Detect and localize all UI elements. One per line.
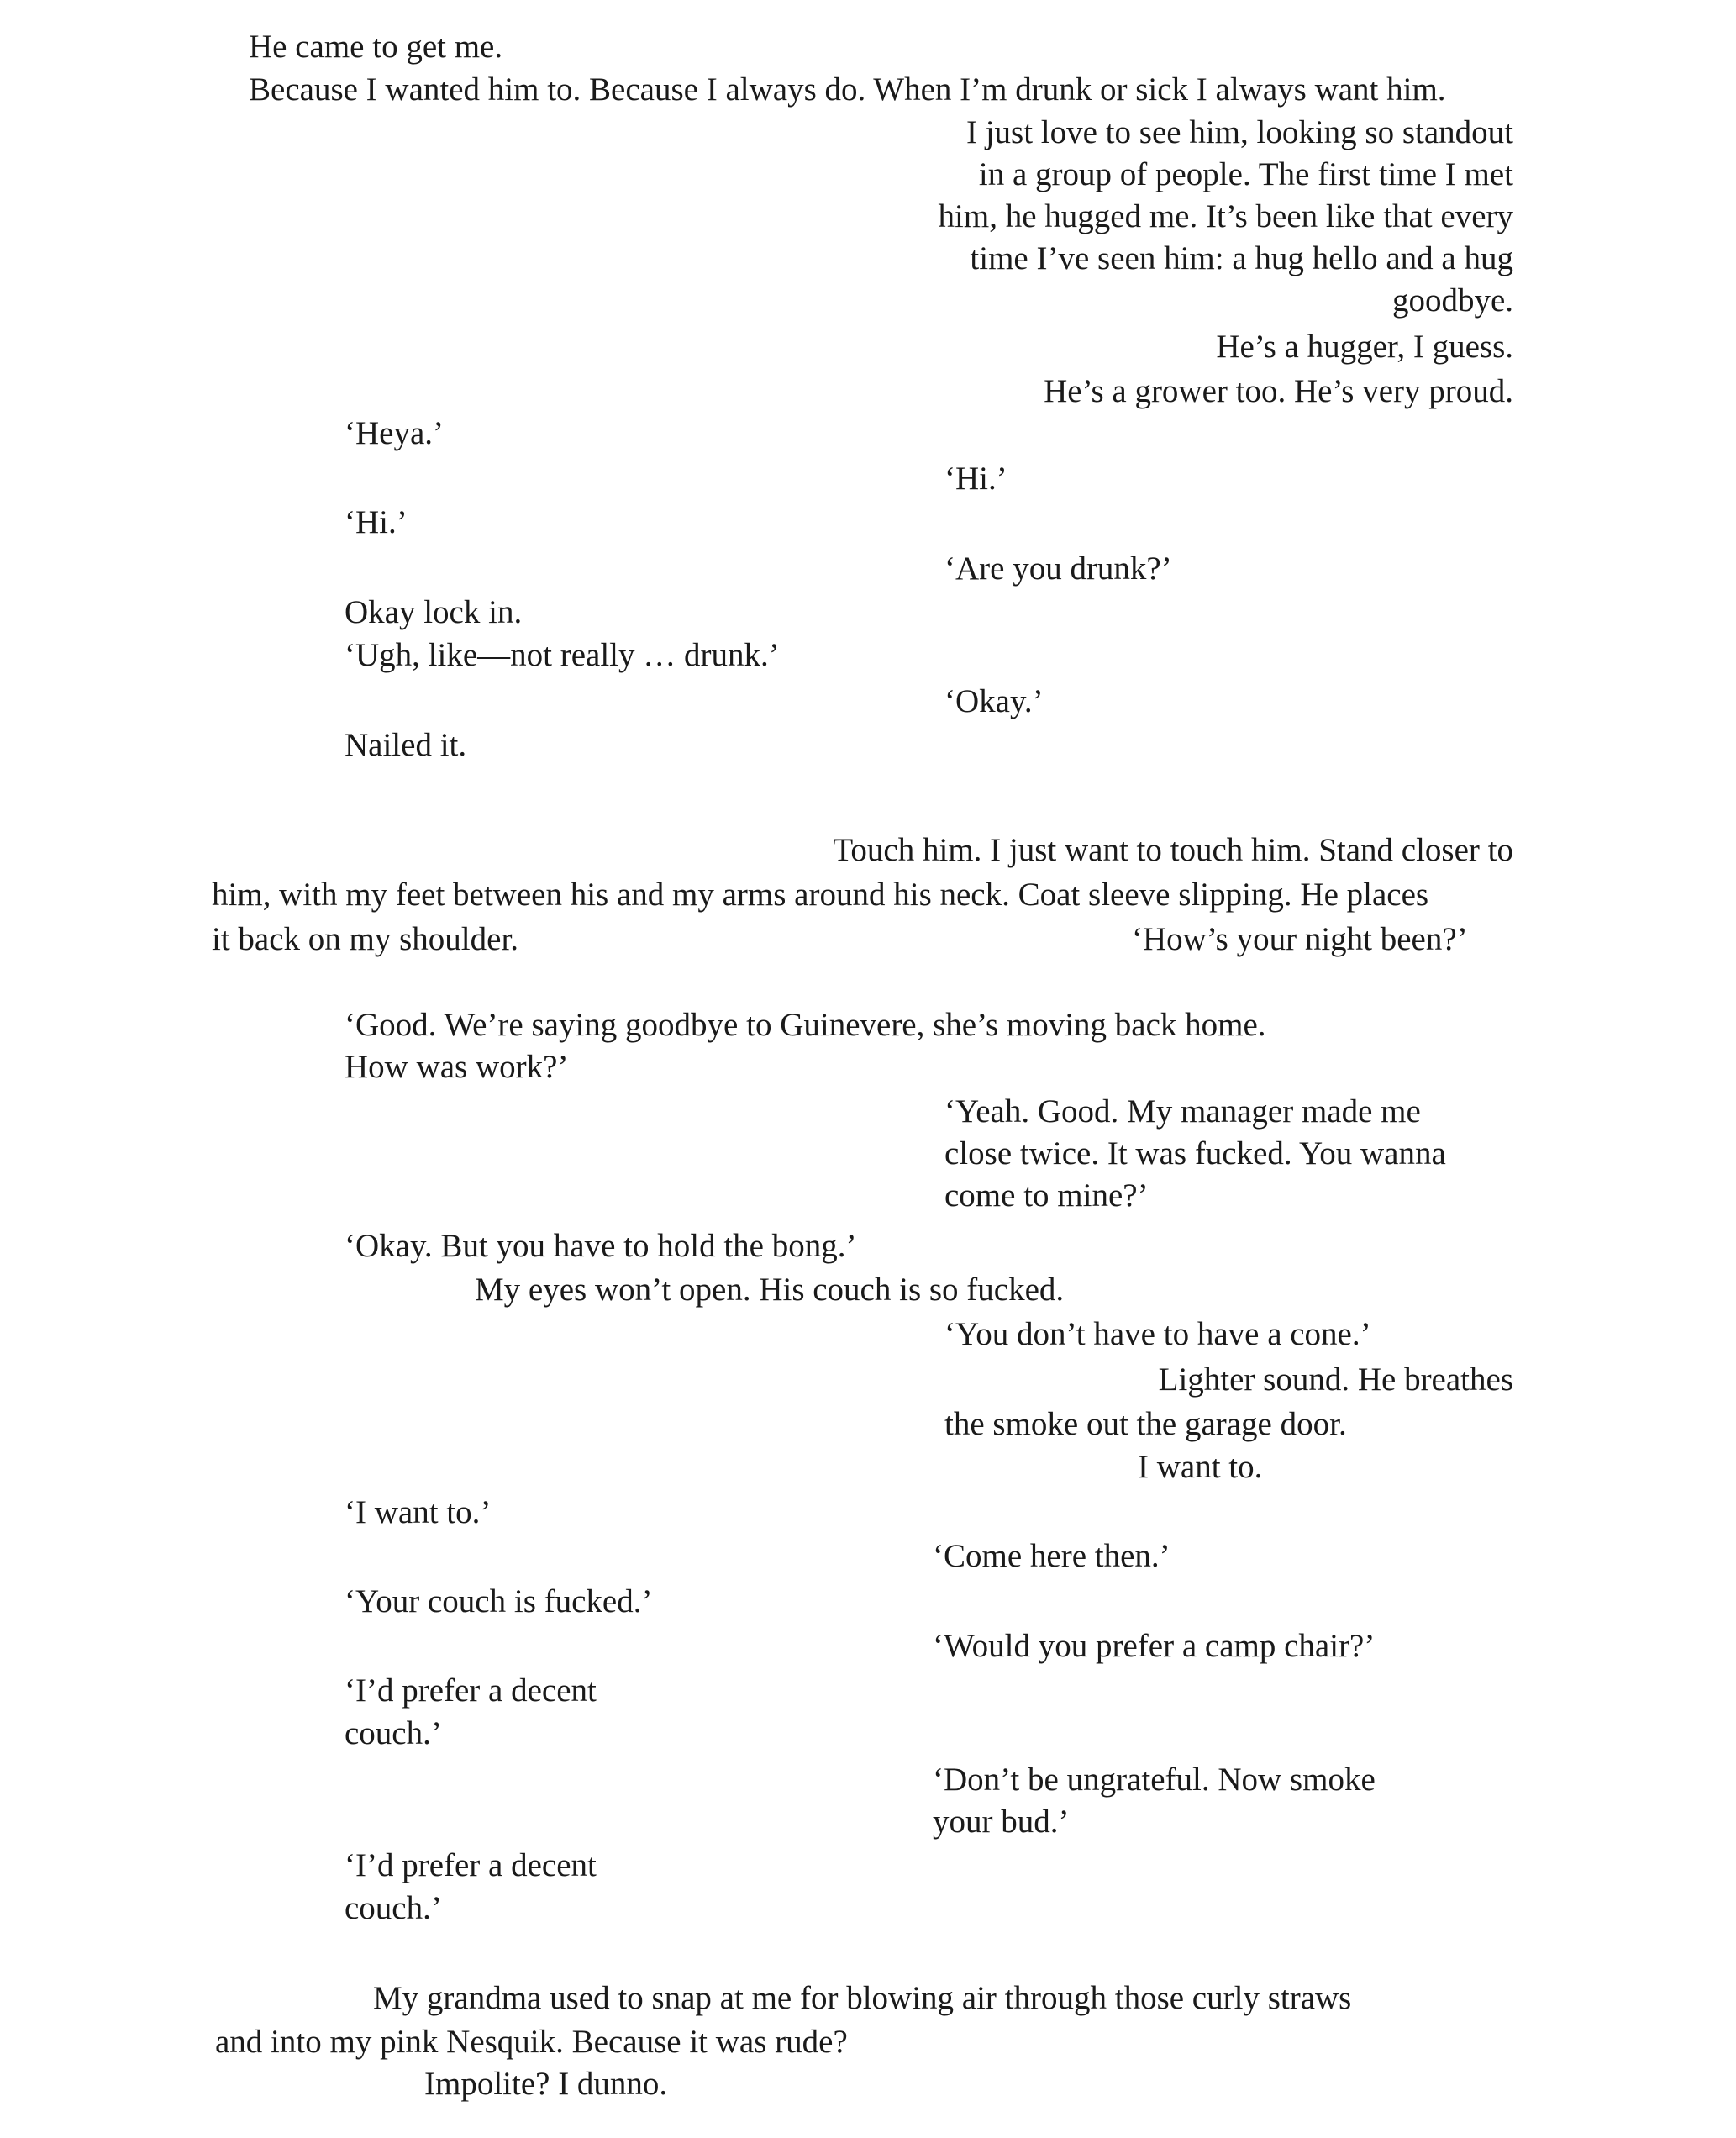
dialogue-line: ‘Hi.’ xyxy=(345,504,408,540)
dialogue-line: ‘Don’t be ungrateful. Now smoke xyxy=(933,1761,1376,1798)
text-line: Because I wanted him to. Because I always do. When I’m drunk or sick I always want him. xyxy=(249,71,1446,108)
text-line: it back on my shoulder. xyxy=(212,921,519,957)
text-line: My grandma used to snap at me for blowing air through those curly straws xyxy=(373,1980,1352,2016)
dialogue-line: ‘Okay.’ xyxy=(944,683,1044,719)
dialogue-line: couch.’ xyxy=(345,1715,442,1751)
text-line: My eyes won’t open. His couch is so fucked. xyxy=(475,1272,1065,1308)
dialogue-line: ‘How’s your night been?’ xyxy=(1132,921,1468,957)
text-line: I want to. xyxy=(1138,1449,1263,1485)
text-line: He came to get me. xyxy=(249,29,503,65)
text-line: and into my pink Nesquik. Because it was rude? xyxy=(215,2024,848,2060)
text-line: He’s a hugger, I guess. xyxy=(1216,329,1513,365)
text-line: Okay lock in. xyxy=(345,594,523,630)
text-line: him, with my feet between his and my arms around his neck. Coat sleeve slipping. He places xyxy=(212,877,1429,913)
dialogue-line: ‘Hi.’ xyxy=(944,461,1007,497)
text-line: in a group of people. The first time I met xyxy=(978,156,1513,192)
dialogue-line: your bud.’ xyxy=(933,1804,1070,1840)
text-line: Touch him. I just want to touch him. Stand closer to xyxy=(833,832,1513,868)
text-line: I just love to see him, looking so standout xyxy=(965,114,1513,150)
dialogue-line: ‘Come here then.’ xyxy=(933,1538,1170,1574)
text-line: Lighter sound. He breathes xyxy=(1158,1361,1513,1398)
dialogue-line: ‘Ugh, like—not really … drunk.’ xyxy=(345,637,780,673)
dialogue-line: ‘Would you prefer a camp chair?’ xyxy=(933,1628,1376,1664)
text-line: time I’ve seen him: a hug hello and a hug xyxy=(970,240,1513,276)
dialogue-line: ‘Are you drunk?’ xyxy=(944,550,1172,587)
dialogue-line: ‘Okay. But you have to hold the bong.’ xyxy=(345,1228,857,1264)
dialogue-line: couch.’ xyxy=(345,1890,442,1926)
dialogue-line: ‘Heya.’ xyxy=(345,415,445,451)
dialogue-line: ‘Good. We’re saying goodbye to Guinevere, she’s moving back home. xyxy=(345,1007,1266,1043)
dialogue-line: ‘You don’t have to have a cone.’ xyxy=(944,1316,1371,1352)
text-line: He’s a grower too. He’s very proud. xyxy=(1044,373,1513,409)
dialogue-line: ‘I want to.’ xyxy=(345,1494,492,1530)
text-line: Impolite? I dunno. xyxy=(424,2066,668,2102)
text-line: the smoke out the garage door. xyxy=(944,1406,1347,1442)
text-line: him, he hugged me. It’s been like that every xyxy=(938,198,1513,234)
dialogue-line: ‘Your couch is fucked.’ xyxy=(345,1583,653,1619)
dialogue-line: ‘Yeah. Good. My manager made me xyxy=(944,1093,1421,1130)
dialogue-line: ‘I’d prefer a decent xyxy=(345,1847,597,1883)
dialogue-line: come to mine?’ xyxy=(944,1177,1149,1214)
dialogue-line: ‘I’d prefer a decent xyxy=(345,1672,597,1709)
text-line: Nailed it. xyxy=(345,727,467,763)
dialogue-line: close twice. It was fucked. You wanna xyxy=(944,1135,1446,1172)
dialogue-line: How was work?’ xyxy=(345,1049,569,1085)
text-line: goodbye. xyxy=(1391,282,1513,319)
